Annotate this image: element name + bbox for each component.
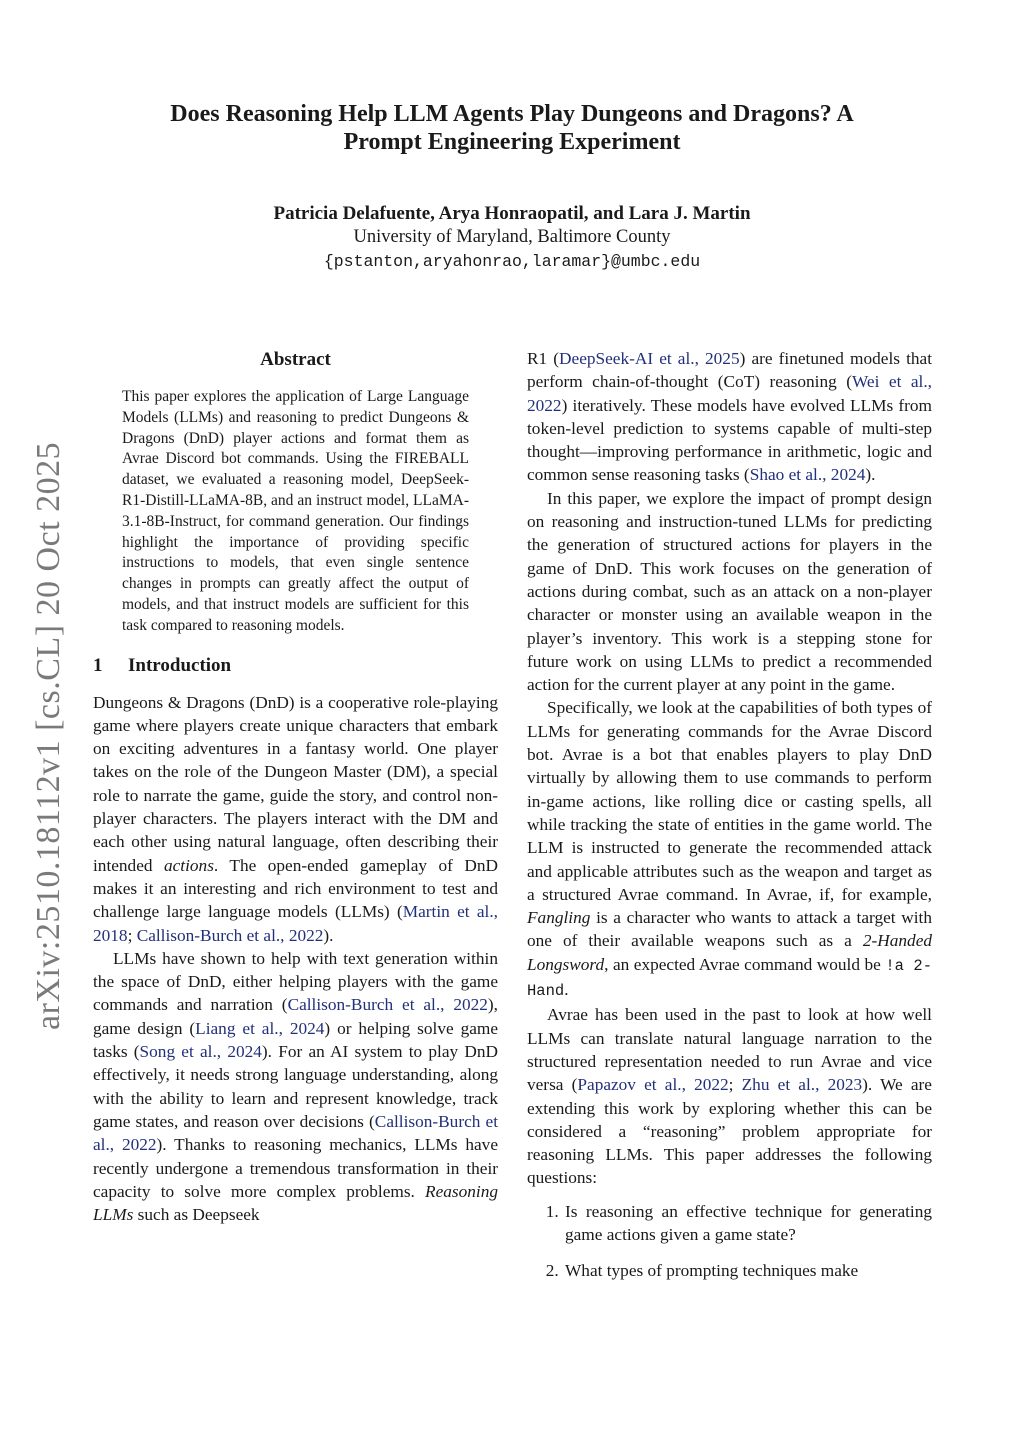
research-question-1: 1. Is reasoning an effective technique for generating game actions given a game state? [563, 1200, 932, 1247]
intro-paragraph-6 [527, 1003, 932, 1189]
text-run: ) are finetuned models that perform chain-of-thought (CoT) reasoning ( [527, 349, 932, 392]
citation-link[interactable]: Song et al., 2024 [139, 1042, 262, 1062]
text-run: ). For an AI system to play DnD effectively, it needs strong language understanding, along with the ability to learn and represent knowledge, track game states, and reason over decisions ( [93, 1042, 499, 1131]
text-run: ) or helping solve game tasks ( [93, 1018, 499, 1062]
research-questions-list [527, 1200, 932, 1283]
citation-link[interactable]: Zhu et al., 2023 [741, 1075, 863, 1095]
intro-paragraph-2 [93, 947, 498, 1227]
citation-link[interactable]: Shao et al., 2024 [749, 465, 866, 485]
section-number: 1 [93, 654, 103, 676]
affiliation: University of Maryland, Baltimore County [353, 227, 671, 247]
intro-paragraph-1 [93, 691, 498, 947]
abstract-text: This paper explores the application of Large Language Models (LLMs) and reasoning to predict Dungeons & Dragons (DnD) player actions and format them as Avrae Discord bot commands. Using the FIREBALL dataset, we evaluated a reasoning model, DeepSeek-R1-Distill-LLaMA-8B, and an instruct model, LLaMA-3.1-8B-Instruct, for command generation. Our findings highlight the importance of providing specific instructions to models, that even single sentence changes in prompts can greatly affect the output of models, and that instruct models are sufficient for this task compared to reasoning models. [122, 388, 469, 634]
citation-link[interactable]: DeepSeek-AI et al., 2025 [559, 349, 740, 368]
intro-paragraph-5 [527, 696, 932, 1003]
avrae-command-code: !a 2-Hand [527, 956, 932, 1001]
text-run: Avrae has been used in the past to look at how well LLMs can translate natural language narration to the structured representation needed to run Avrae and vice versa ( [527, 1005, 932, 1095]
citation-link[interactable]: Wei et al., 2022 [527, 372, 932, 415]
text-run: such as Deepseek [133, 1205, 260, 1225]
text-run: Dungeons & Dragons (DnD) is a cooperative role-playing game where players create unique characters that embark on exciting adventures in a fantasy world. One player takes on the role of the Dungeon Master (DM), a special role to narrate the game, guide the story, and control non-player characters. The players interact with the DM and each other using natural language, often describing their intended [93, 692, 498, 875]
title-line-2: Prompt Engineering Experiment [343, 129, 681, 155]
text-run: ). [323, 925, 334, 945]
paper-title [60, 100, 964, 156]
text-run: ). [865, 465, 876, 485]
text-run: ) iteratively. These models have evolved LLMs from token-level prediction to systems capable of multi-step thought—improving performance in arithmetic, logic and common sense reasoning tasks ( [527, 395, 932, 485]
text-run: is a character who wants to attack a target with one of their available weapons such as a [527, 908, 932, 951]
citation-link[interactable]: Papazov et al., 2022 [577, 1075, 729, 1095]
citation-link[interactable]: Callison-Burch et al., 2022 [287, 995, 488, 1015]
text-run: Specifically, we look at the capabilities of both types of LLMs for generating commands for the Avrae Discord bot. Avrae is a bot that enables players to play DnD virtually by allowing them to use commands to perform in-game actions, like rolling dice or casting spells, all while tracking the state of entities in the game world. The LLM is instructed to generate the recommended attack and applicable attributes such as the weapon and target as a structured Avrae command. In Avrae, if, for example, [527, 698, 932, 904]
citation-link[interactable]: Callison-Burch et al., 2022 [93, 1111, 499, 1155]
citation-link[interactable]: Liang et al., 2024 [195, 1018, 325, 1038]
emphasis-actions: actions [164, 855, 214, 875]
text-run: R1 ( [527, 349, 560, 368]
citation-link[interactable]: Callison-Burch et al., 2022 [136, 925, 324, 945]
left-column [93, 345, 498, 1226]
authors: Patricia Delafuente, Arya Honraopatil, and Lara J. Martin [273, 203, 751, 224]
intro-paragraph-3 [527, 347, 932, 487]
text-run: ; [728, 1075, 742, 1095]
text-run: ; [127, 925, 137, 945]
text-run: ). We are extending this work by exploring whether this can be considered a “reasoning” problem appropriate for reasoning LLMs. This paper addresses the following questions: [527, 1075, 932, 1188]
text-run: LLMs have shown to help with text generation within the space of DnD, either helping players with the game commands and narration ( [93, 948, 498, 1015]
intro-paragraph-4: In this paper, we explore the impact of prompt design on reasoning and instruction-tuned LLMs for predicting the generation of structured actions for players in the game of DnD. This work focuses on the generation of actions during combat, such as an attack on a non-player character or monster using an available weapon in the player’s inventory. This work is a stepping stone for future work on using LLMs to predict a recommended action for the current player at any point in the game. [527, 488, 932, 695]
emphasis-longsword: 2-Handed Longsword [527, 931, 932, 974]
research-question-2: 2. What types of prompting techniques make [563, 1259, 932, 1282]
text-run: . [564, 980, 569, 1000]
arxiv-identifier: arXiv:2510.18112v1 [cs.CL] 20 Oct 2025 [30, 441, 67, 1030]
right-column [527, 347, 932, 1296]
text-run: , an expected Avrae command would be [604, 954, 886, 974]
section-title: Introduction [128, 654, 232, 676]
author-emails: {pstanton,aryahonrao,laramar}@umbc.edu [323, 252, 701, 271]
text-run: ), game design ( [93, 995, 498, 1038]
emphasis-fangling: Fangling [527, 908, 591, 928]
citation-link[interactable]: Martin et al., 2018 [93, 902, 498, 945]
emphasis-reasoning-llms: Reasoning LLMs [93, 1181, 498, 1225]
text-run: . The open-ended gameplay of DnD makes it an interesting and rich environment to test and challenge large language models (LLMs) ( [93, 855, 498, 922]
text-run: ). Thanks to reasoning mechanics, LLMs have recently undergone a tremendous transformation in their capacity to solve more complex problems. [93, 1135, 498, 1201]
abstract-heading: Abstract [260, 349, 331, 370]
section-heading-introduction [93, 655, 498, 677]
title-line-1: Does Reasoning Help LLM Agents Play Dungeons and Dragons? A [170, 101, 854, 127]
